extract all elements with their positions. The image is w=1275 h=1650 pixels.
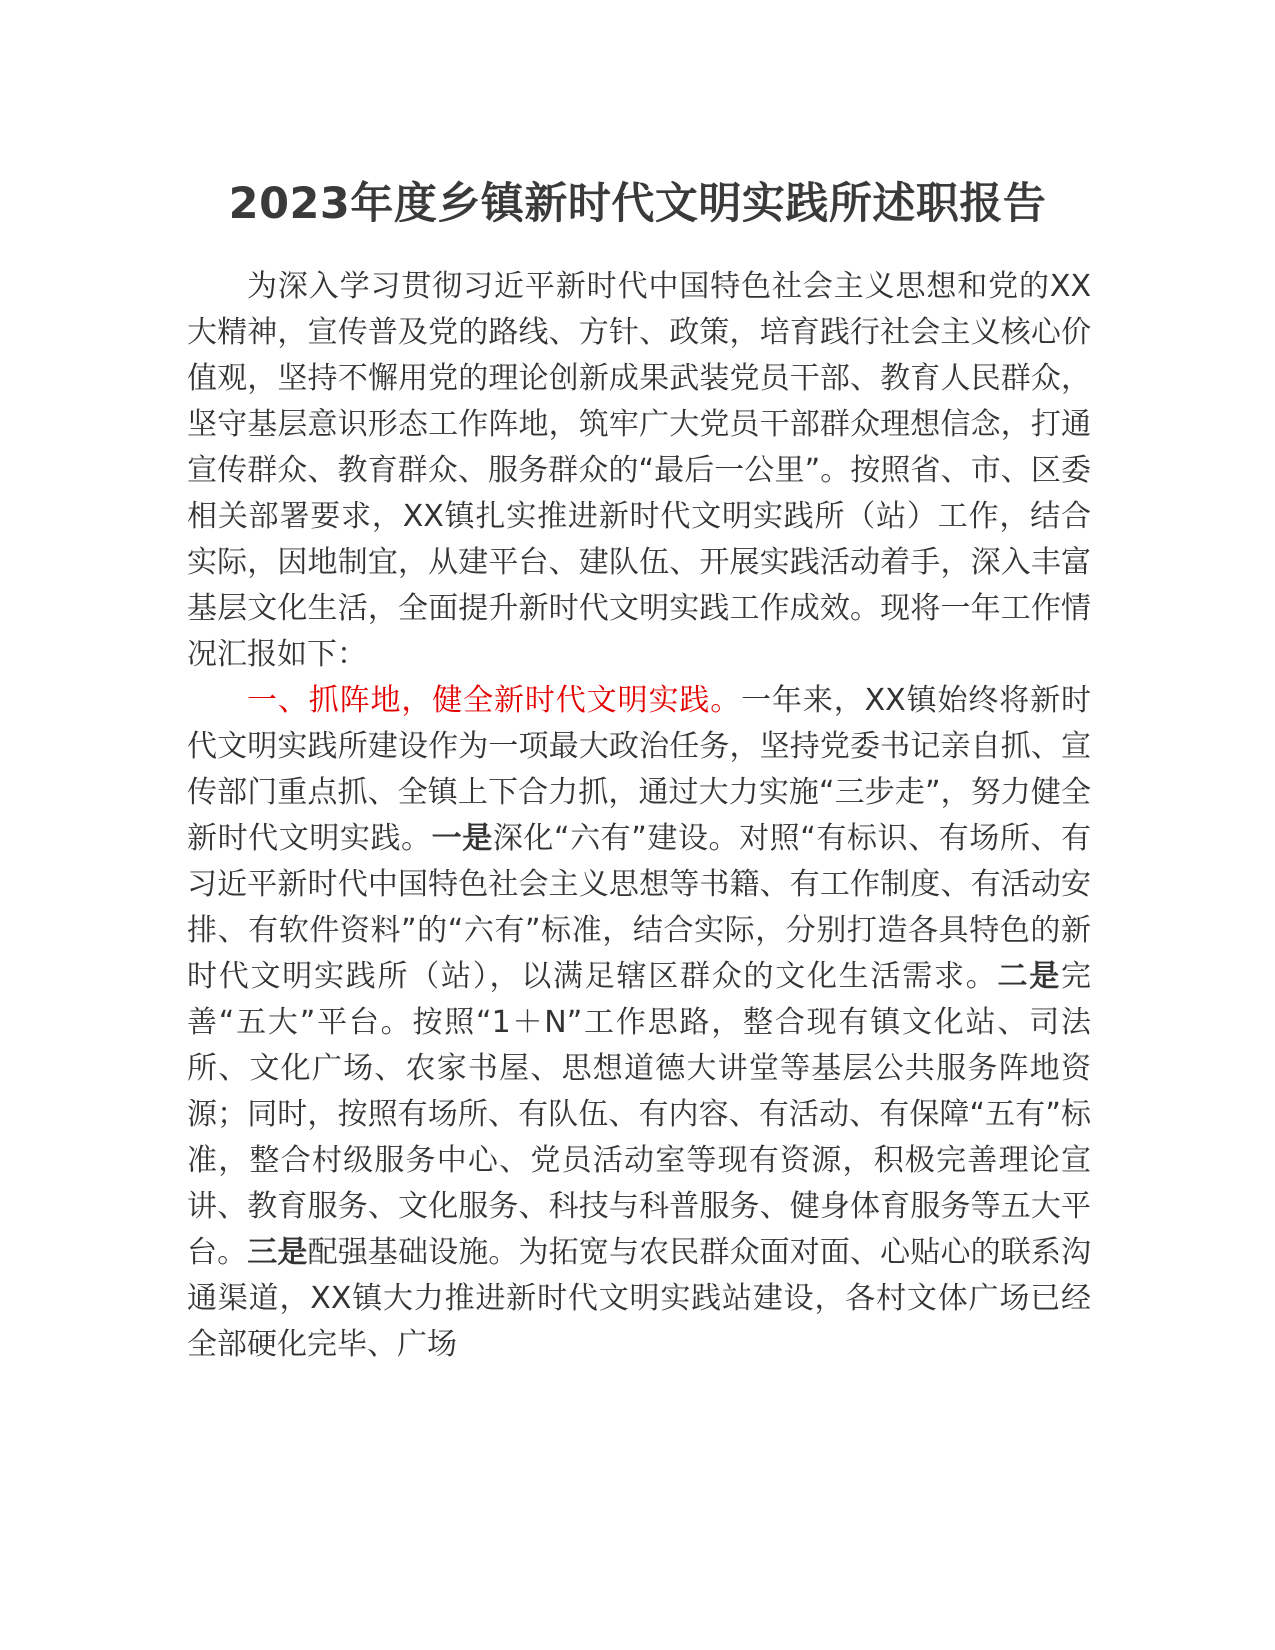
point-1-label: 一是 bbox=[431, 821, 493, 856]
section-1-intro: 一年来，XX镇始终将新时代文明实践所建设作为一项最大政治任务，坚持党委书记亲自抓、宣传部门重点抓、全镇上下合力抓，通过大力实施“三步走”，努力健全新时代文明实践。 bbox=[187, 683, 1092, 856]
point-2-label: 二是 bbox=[997, 959, 1061, 994]
document-title: 2023年度乡镇新时代文明实践所述职报告 bbox=[228, 179, 1047, 229]
intro-paragraph: 为深入学习贯彻习近平新时代中国特色社会主义思想和党的XX大精神，宣传普及党的路线、方针、政策，培育践行社会主义核心价值观，坚持不懈用党的理论创新成果武装党员干部、教育人民群众，坚守基层意识形态工作阵地，筑牢广大党员干部群众理想信念，打通宣传群众、教育群众、服务群众的“最后一公里”。按照省、市、区委相关部署要求，XX镇扎实推进新时代文明实践所（站）工作，结合实际，因地制宜，从建平台、建队伍、开展实践活动着手，深入丰富基层文化生活，全面提升新时代文明实践工作成效。现将一年工作情况汇报如下： bbox=[187, 269, 1091, 672]
section-1-heading: 一、抓阵地，健全新时代文明实践。 bbox=[247, 683, 742, 718]
point-3-label: 三是 bbox=[247, 1235, 308, 1270]
document-body bbox=[187, 264, 1091, 1368]
point-3-text: 配强基础设施。为拓宽与农民群众面对面、心贴心的联系沟通渠道，XX镇大力推进新时代文明实践站建设，各村文体广场已经全部硬化完毕、广场 bbox=[187, 1235, 1092, 1362]
point-2-text: 完善“五大”平台。按照“1＋N”工作思路，整合现有镇文化站、司法所、文化广场、农家书屋、思想道德大讲堂等基层公共服务阵地资源；同时，按照有场所、有队伍、有内容、有活动、有保障“五有”标准，整合村级服务中心、党员活动室等现有资源，积极完善理论宣讲、教育服务、文化服务、科技与科普服务、健身体育服务等五大平台。 bbox=[187, 959, 1091, 1270]
section-1-paragraph bbox=[187, 678, 1091, 1368]
point-1-text: 深化“六有”建设。对照“有标识、有场所、有习近平新时代中国特色社会主义思想等书籍、有工作制度、有活动安排、有软件资料”的“六有”标准，结合实际，分别打造各具特色的新时代文明实践所（站），以满足辖区群众的文化生活需求。 bbox=[187, 821, 1092, 994]
